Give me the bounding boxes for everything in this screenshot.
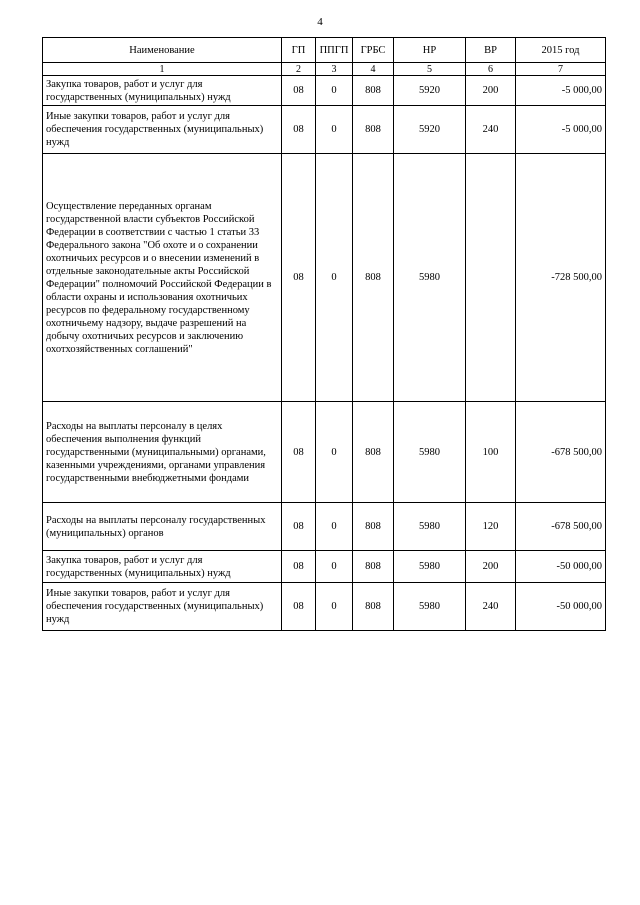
column-number: 1 bbox=[43, 63, 282, 76]
row-gp: 08 bbox=[282, 106, 316, 154]
row-grbs: 808 bbox=[353, 106, 394, 154]
row-amount: -728 500,00 bbox=[516, 154, 606, 402]
row-ppgp: 0 bbox=[316, 551, 353, 583]
row-ppgp: 0 bbox=[316, 583, 353, 631]
table-row bbox=[43, 76, 606, 106]
row-name: Иные закупки товаров, работ и услуг для обеспечения государственных (муниципальных) нужд bbox=[43, 583, 282, 631]
row-amount: -5 000,00 bbox=[516, 106, 606, 154]
row-grbs: 808 bbox=[353, 154, 394, 402]
row-amount: -50 000,00 bbox=[516, 583, 606, 631]
table-row bbox=[43, 551, 606, 583]
header-vr: ВР bbox=[466, 38, 516, 63]
header-name: Наименование bbox=[43, 38, 282, 63]
column-number: 7 bbox=[516, 63, 606, 76]
column-number-row bbox=[43, 63, 606, 76]
column-number: 6 bbox=[466, 63, 516, 76]
row-amount: -678 500,00 bbox=[516, 402, 606, 503]
row-gp: 08 bbox=[282, 583, 316, 631]
page-number: 4 bbox=[317, 16, 323, 28]
row-ppgp: 0 bbox=[316, 106, 353, 154]
budget-table bbox=[42, 37, 606, 631]
row-amount: -50 000,00 bbox=[516, 551, 606, 583]
row-name: Расходы на выплаты персоналу государственных (муниципальных) органов bbox=[43, 503, 282, 551]
row-nr: 5980 bbox=[394, 551, 466, 583]
table-row bbox=[43, 583, 606, 631]
row-vr: 200 bbox=[466, 551, 516, 583]
row-nr: 5980 bbox=[394, 583, 466, 631]
table-row bbox=[43, 106, 606, 154]
row-nr: 5980 bbox=[394, 402, 466, 503]
row-grbs: 808 bbox=[353, 503, 394, 551]
header-gp: ГП bbox=[282, 38, 316, 63]
row-name: Иные закупки товаров, работ и услуг для обеспечения государственных (муниципальных) нужд bbox=[43, 106, 282, 154]
row-vr: 240 bbox=[466, 583, 516, 631]
row-ppgp: 0 bbox=[316, 76, 353, 106]
row-vr: 200 bbox=[466, 76, 516, 106]
row-nr: 5920 bbox=[394, 106, 466, 154]
row-ppgp: 0 bbox=[316, 154, 353, 402]
row-gp: 08 bbox=[282, 551, 316, 583]
row-vr: 240 bbox=[466, 106, 516, 154]
row-nr: 5980 bbox=[394, 503, 466, 551]
column-number: 5 bbox=[394, 63, 466, 76]
row-gp: 08 bbox=[282, 76, 316, 106]
table-row bbox=[43, 402, 606, 503]
row-grbs: 808 bbox=[353, 551, 394, 583]
row-vr bbox=[466, 154, 516, 402]
column-number: 2 bbox=[282, 63, 316, 76]
header-row bbox=[43, 38, 606, 63]
row-gp: 08 bbox=[282, 154, 316, 402]
header-nr: НР bbox=[394, 38, 466, 63]
row-amount: -5 000,00 bbox=[516, 76, 606, 106]
row-amount: -678 500,00 bbox=[516, 503, 606, 551]
table-row bbox=[43, 154, 606, 402]
row-ppgp: 0 bbox=[316, 503, 353, 551]
header-grbs: ГРБС bbox=[353, 38, 394, 63]
column-number: 4 bbox=[353, 63, 394, 76]
column-number: 3 bbox=[316, 63, 353, 76]
row-name: Осуществление переданных органам государственной власти субъектов Российской Федерации в соответствии с частью 1 статьи 33 Федерального закона "Об охоте и о сохранении охотничьих ресурсов и о внесении изменений в отдельные законодательные акты Российской Федерации" полномочий Российской Федерации в области охраны и использования охотничьих ресурсов по федеральному государственному охотничьему надзору, выдаче разрешений на добычу охотничьих ресурсов и заключению охотхозяйственных соглашений" bbox=[43, 154, 282, 402]
row-name: Расходы на выплаты персоналу в целях обеспечения выполнения функций государственными (муниципальными) органами, казенными учреждениями, органами управления государственными внебюджетными фондами bbox=[43, 402, 282, 503]
row-grbs: 808 bbox=[353, 76, 394, 106]
row-ppgp: 0 bbox=[316, 402, 353, 503]
row-gp: 08 bbox=[282, 503, 316, 551]
row-grbs: 808 bbox=[353, 402, 394, 503]
row-vr: 120 bbox=[466, 503, 516, 551]
row-name: Закупка товаров, работ и услуг для государственных (муниципальных) нужд bbox=[43, 551, 282, 583]
row-grbs: 808 bbox=[353, 583, 394, 631]
row-gp: 08 bbox=[282, 402, 316, 503]
row-name: Закупка товаров, работ и услуг для государственных (муниципальных) нужд bbox=[43, 76, 282, 106]
row-nr: 5920 bbox=[394, 76, 466, 106]
row-nr: 5980 bbox=[394, 154, 466, 402]
table-row bbox=[43, 503, 606, 551]
header-year: 2015 год bbox=[516, 38, 606, 63]
row-vr: 100 bbox=[466, 402, 516, 503]
header-ppgp: ППГП bbox=[316, 38, 353, 63]
